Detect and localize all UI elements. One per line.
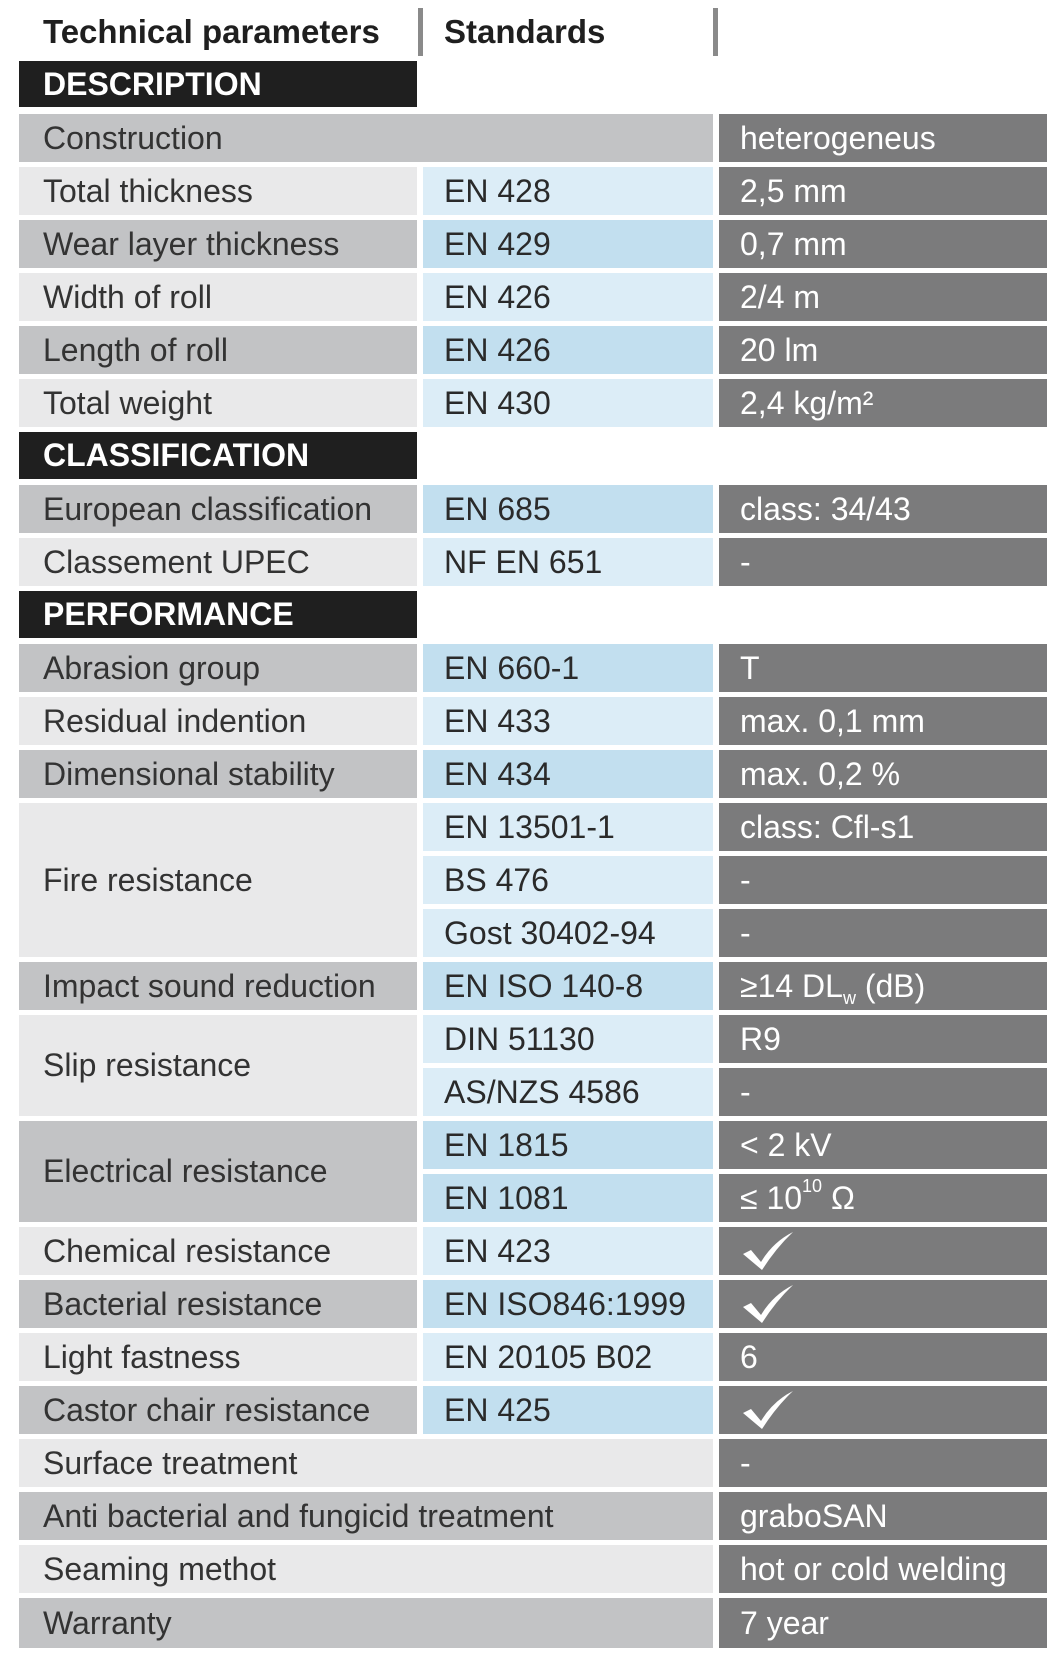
electrical-resistance-standard-1: EN 1815 [423, 1121, 713, 1169]
seaming-value: hot or cold welding [719, 1545, 1047, 1593]
light-fastness-value: 6 [719, 1333, 1047, 1381]
light-fastness-standard: EN 20105 B02 [423, 1333, 713, 1381]
construction-label: Construction [19, 114, 713, 162]
wear-layer-value: 0,7 mm [719, 220, 1047, 268]
total-thickness-value: 2,5 mm [719, 167, 1047, 215]
surface-treatment-label: Surface treatment [19, 1439, 713, 1487]
header-technical-parameters: Technical parameters [43, 13, 380, 50]
anti-bacterial-value: graboSAN [719, 1492, 1047, 1540]
classement-upec-label: Classement UPEC [19, 538, 417, 586]
total-weight-value: 2,4 kg/m² [719, 379, 1047, 427]
european-classification-standard: EN 685 [423, 485, 713, 533]
castor-chair-value [719, 1386, 1047, 1434]
dimensional-stability-value: max. 0,2 % [719, 750, 1047, 798]
width-of-roll-standard: EN 426 [423, 273, 713, 321]
bacterial-resistance-standard: EN ISO846:1999 [423, 1280, 713, 1328]
header-divider [418, 8, 423, 56]
residual-indention-value: max. 0,1 mm [719, 697, 1047, 745]
impact-sound-value-main: ≥14 DL [740, 967, 843, 1004]
bacterial-resistance-label: Bacterial resistance [19, 1280, 417, 1328]
fire-resistance-standard-2: BS 476 [423, 856, 713, 904]
electrical-resistance-value-2-sup: 10 [802, 1175, 823, 1196]
abrasion-group-label: Abrasion group [19, 644, 417, 692]
fire-resistance-standard-3: Gost 30402-94 [423, 909, 713, 957]
impact-sound-value [719, 962, 1047, 1010]
fire-resistance-value-3: - [719, 909, 1047, 957]
total-weight-label: Total weight [19, 379, 417, 427]
residual-indention-standard: EN 433 [423, 697, 713, 745]
anti-bacterial-label: Anti bacterial and fungicid treatment [19, 1492, 713, 1540]
abrasion-group-standard: EN 660-1 [423, 644, 713, 692]
surface-treatment-value: - [719, 1439, 1047, 1487]
slip-resistance-standard-2: AS/NZS 4586 [423, 1068, 713, 1116]
abrasion-group-value: T [719, 644, 1047, 692]
section-description: DESCRIPTION [19, 61, 417, 107]
european-classification-label: European classification [19, 485, 417, 533]
seaming-label: Seaming methot [19, 1545, 713, 1593]
impact-sound-value-tail: (dB) [855, 967, 926, 1004]
chemical-resistance-label: Chemical resistance [19, 1227, 417, 1275]
warranty-value: 7 year [719, 1598, 1047, 1648]
slip-resistance-label: Slip resistance [19, 1015, 417, 1116]
total-weight-standard: EN 430 [423, 379, 713, 427]
fire-resistance-label: Fire resistance [19, 803, 417, 957]
fire-resistance-value-2: - [719, 856, 1047, 904]
electrical-resistance-value-2 [719, 1174, 1047, 1222]
header-divider [713, 8, 718, 56]
slip-resistance-value-1: R9 [719, 1015, 1047, 1063]
length-of-roll-standard: EN 426 [423, 326, 713, 374]
construction-value: heterogeneus [719, 114, 1047, 162]
chemical-resistance-standard: EN 423 [423, 1227, 713, 1275]
section-performance: PERFORMANCE [19, 591, 417, 638]
total-thickness-label: Total thickness [19, 167, 417, 215]
classement-upec-standard: NF EN 651 [423, 538, 713, 586]
section-classification: CLASSIFICATION [19, 432, 417, 479]
width-of-roll-value: 2/4 m [719, 273, 1047, 321]
check-mark-icon [740, 1389, 796, 1431]
impact-sound-label: Impact sound reduction [19, 962, 417, 1010]
check-mark-icon [740, 1230, 796, 1272]
electrical-resistance-value-2-main: ≤ 10 [740, 1179, 803, 1216]
light-fastness-label: Light fastness [19, 1333, 417, 1381]
bacterial-resistance-value [719, 1280, 1047, 1328]
impact-sound-standard: EN ISO 140-8 [423, 962, 713, 1010]
check-mark-icon [740, 1283, 796, 1325]
residual-indention-label: Residual indention [19, 697, 417, 745]
fire-resistance-standard-1: EN 13501-1 [423, 803, 713, 851]
castor-chair-label: Castor chair resistance [19, 1386, 417, 1434]
slip-resistance-standard-1: DIN 51130 [423, 1015, 713, 1063]
classement-upec-value: - [719, 538, 1047, 586]
electrical-resistance-label: Electrical resistance [19, 1121, 417, 1222]
warranty-label: Warranty [19, 1598, 713, 1648]
width-of-roll-label: Width of roll [19, 273, 417, 321]
fire-resistance-value-1: class: Cfl-s1 [719, 803, 1047, 851]
dimensional-stability-label: Dimensional stability [19, 750, 417, 798]
header-standards: Standards [444, 13, 606, 50]
length-of-roll-value: 20 lm [719, 326, 1047, 374]
electrical-resistance-standard-2: EN 1081 [423, 1174, 713, 1222]
wear-layer-label: Wear layer thickness [19, 220, 417, 268]
chemical-resistance-value [719, 1227, 1047, 1275]
impact-sound-value-sub: w [842, 987, 856, 1008]
castor-chair-standard: EN 425 [423, 1386, 713, 1434]
wear-layer-standard: EN 429 [423, 220, 713, 268]
electrical-resistance-value-2-tail: Ω [822, 1179, 855, 1216]
european-classification-value: class: 34/43 [719, 485, 1047, 533]
slip-resistance-value-2: - [719, 1068, 1047, 1116]
electrical-resistance-value-1: < 2 kV [719, 1121, 1047, 1169]
dimensional-stability-standard: EN 434 [423, 750, 713, 798]
total-thickness-standard: EN 428 [423, 167, 713, 215]
length-of-roll-label: Length of roll [19, 326, 417, 374]
